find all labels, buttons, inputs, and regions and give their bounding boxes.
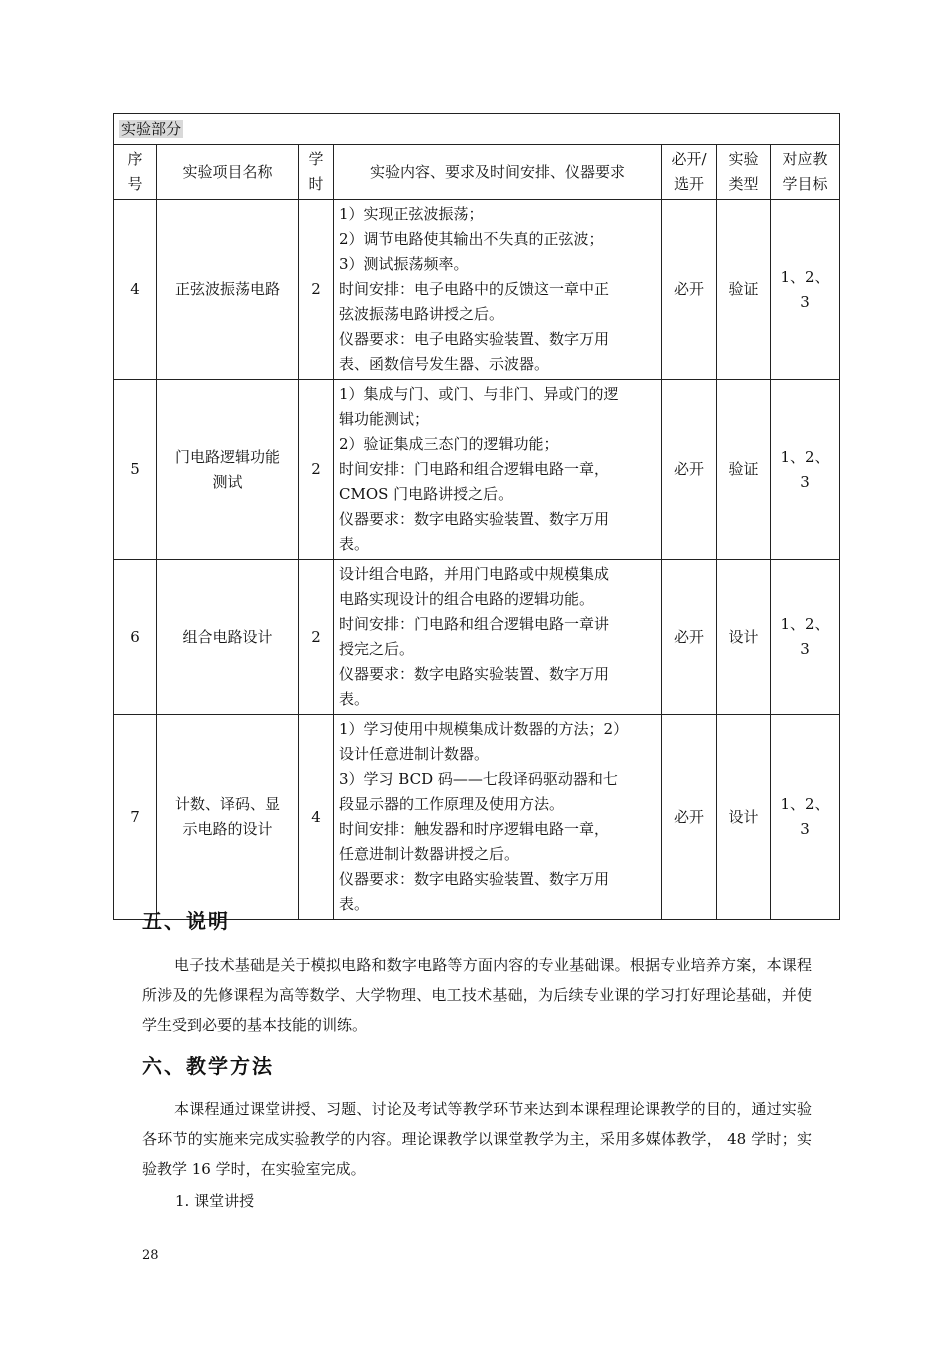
- cell-name: [157, 200, 299, 380]
- content-line: 段显示器的工作原理及使用方法。: [339, 795, 565, 813]
- cell-type: 设计: [717, 560, 771, 715]
- content-line: 弦波振荡电路讲授之后。: [339, 305, 505, 323]
- content-line: 1）学习使用中规模集成计数器的方法；2）: [339, 720, 629, 738]
- header-row: [114, 145, 840, 200]
- name-line: 计数、译码、显: [174, 795, 280, 813]
- name-line: 组合电路设计: [182, 627, 273, 646]
- table-row: [114, 560, 840, 715]
- content-line: 时间安排：电子电路中的反馈这一章中正: [339, 280, 610, 298]
- experiment-table: [113, 113, 840, 920]
- content-line: CMOS 门电路讲授之后。: [339, 485, 514, 503]
- header-name: 实验项目名称: [157, 145, 299, 200]
- content-line: 表、函数信号发生器、示波器。: [339, 355, 550, 373]
- header-hours: 学 时: [299, 145, 334, 200]
- cell-goal: 1、2、3: [771, 200, 840, 380]
- content-line: 任意进制计数器讲授之后。: [339, 845, 520, 863]
- content-line: 时间安排：门电路和组合逻辑电路一章讲: [339, 615, 610, 633]
- section-row: [114, 114, 840, 145]
- cell-content: [334, 715, 662, 920]
- section-heading-explanation: 五、说明: [142, 909, 230, 933]
- cell-name: [157, 715, 299, 920]
- header-goal: 对应教 学目标: [771, 145, 840, 200]
- content-line: 仪器要求：数字电路实验装置、数字万用: [339, 870, 610, 888]
- header-type: 实验 类型: [717, 145, 771, 200]
- name-line: 正弦波振荡电路: [174, 280, 280, 298]
- cell-hours: 2: [299, 380, 334, 560]
- cell-required: 必开: [662, 200, 717, 380]
- content-line: 1）实现正弦波振荡；: [339, 205, 484, 223]
- content-line: 1）集成与门、或门、与非门、异或门的逻: [339, 385, 619, 403]
- cell-required: 必开: [662, 715, 717, 920]
- content-line: 授完之后。: [339, 640, 415, 658]
- cell-type: 验证: [717, 380, 771, 560]
- cell-hours: 2: [299, 200, 334, 380]
- cell-name: [157, 380, 299, 560]
- content-line: 电路实现设计的组合电路的逻辑功能。: [339, 590, 595, 608]
- name-line: 门电路逻辑功能: [174, 447, 280, 466]
- content-line: 设计组合电路，并用门电路或中规模集成: [339, 565, 610, 583]
- table-row: [114, 715, 840, 920]
- cell-type: 设计: [717, 715, 771, 920]
- list-item-lecture: 1. 课堂讲授: [175, 1192, 255, 1210]
- cell-content: [334, 200, 662, 380]
- section-heading-teaching-methods: 六、教学方法: [142, 1054, 274, 1078]
- name-line: 示电路的设计: [182, 820, 273, 838]
- name-line: 测试: [212, 472, 243, 491]
- header-required: 必开/ 选开: [662, 145, 717, 200]
- table-row: [114, 380, 840, 560]
- content-line: 3）学习 BCD 码——七段译码驱动器和七: [339, 770, 618, 788]
- section-cell: [114, 114, 840, 145]
- cell-required: 必开: [662, 560, 717, 715]
- section-label: 实验部分: [121, 119, 182, 138]
- cell-name: [157, 560, 299, 715]
- cell-goal: 1、2、3: [771, 715, 840, 920]
- content-line: 表。: [339, 895, 370, 913]
- cell-index: 6: [114, 560, 157, 715]
- explanation-paragraph: 电子技术基础是关于模拟电路和数字电路等方面内容的专业基础课。根据专业培养方案，本课程所涉及的先修课程为高等数学、大学物理、电工技术基础，为后续专业课的学习打好理论基础，并使学生受到必要的基本技能的训练。: [142, 956, 812, 1034]
- content-line: 时间安排：触发器和时序逻辑电路一章，: [339, 820, 610, 838]
- cell-index: 4: [114, 200, 157, 380]
- cell-index: 5: [114, 380, 157, 560]
- content-line: 2）调节电路使其输出不失真的正弦波；: [339, 230, 604, 248]
- content-line: 表。: [339, 535, 370, 553]
- page-number: 28: [142, 1248, 159, 1263]
- content-line: 仪器要求：电子电路实验装置、数字万用: [339, 330, 610, 348]
- header-content: 实验内容、要求及时间安排、仪器要求: [334, 145, 662, 200]
- cell-goal: 1、2、3: [771, 560, 840, 715]
- content-line: 3）测试振荡频率。: [339, 255, 469, 273]
- content-line: 仪器要求：数字电路实验装置、数字万用: [339, 665, 610, 683]
- content-line: 辑功能测试；: [339, 410, 430, 428]
- content-line: 设计任意进制计数器。: [339, 745, 490, 763]
- cell-content: [334, 560, 662, 715]
- cell-hours: 4: [299, 715, 334, 920]
- header-index: 序 号: [114, 145, 157, 200]
- cell-goal: 1、2、3: [771, 380, 840, 560]
- cell-hours: 2: [299, 560, 334, 715]
- cell-content: [334, 380, 662, 560]
- content-line: 表。: [339, 690, 370, 708]
- table-row: [114, 200, 840, 380]
- cell-index: 7: [114, 715, 157, 920]
- cell-required: 必开: [662, 380, 717, 560]
- content-line: 2）验证集成三态门的逻辑功能；: [339, 435, 559, 453]
- content-line: 时间安排：门电路和组合逻辑电路一章，: [339, 460, 610, 478]
- content-line: 仪器要求：数字电路实验装置、数字万用: [339, 510, 610, 528]
- cell-type: 验证: [717, 200, 771, 380]
- teaching-methods-paragraph: 本课程通过课堂讲授、习题、讨论及考试等教学环节来达到本课程理论课教学的目的，通过实验各环节的实施来完成实验教学的内容。理论课教学以课堂教学为主，采用多媒体教学， 48 学时；实验教学 16 学时，在实验室完成。: [142, 1100, 812, 1178]
